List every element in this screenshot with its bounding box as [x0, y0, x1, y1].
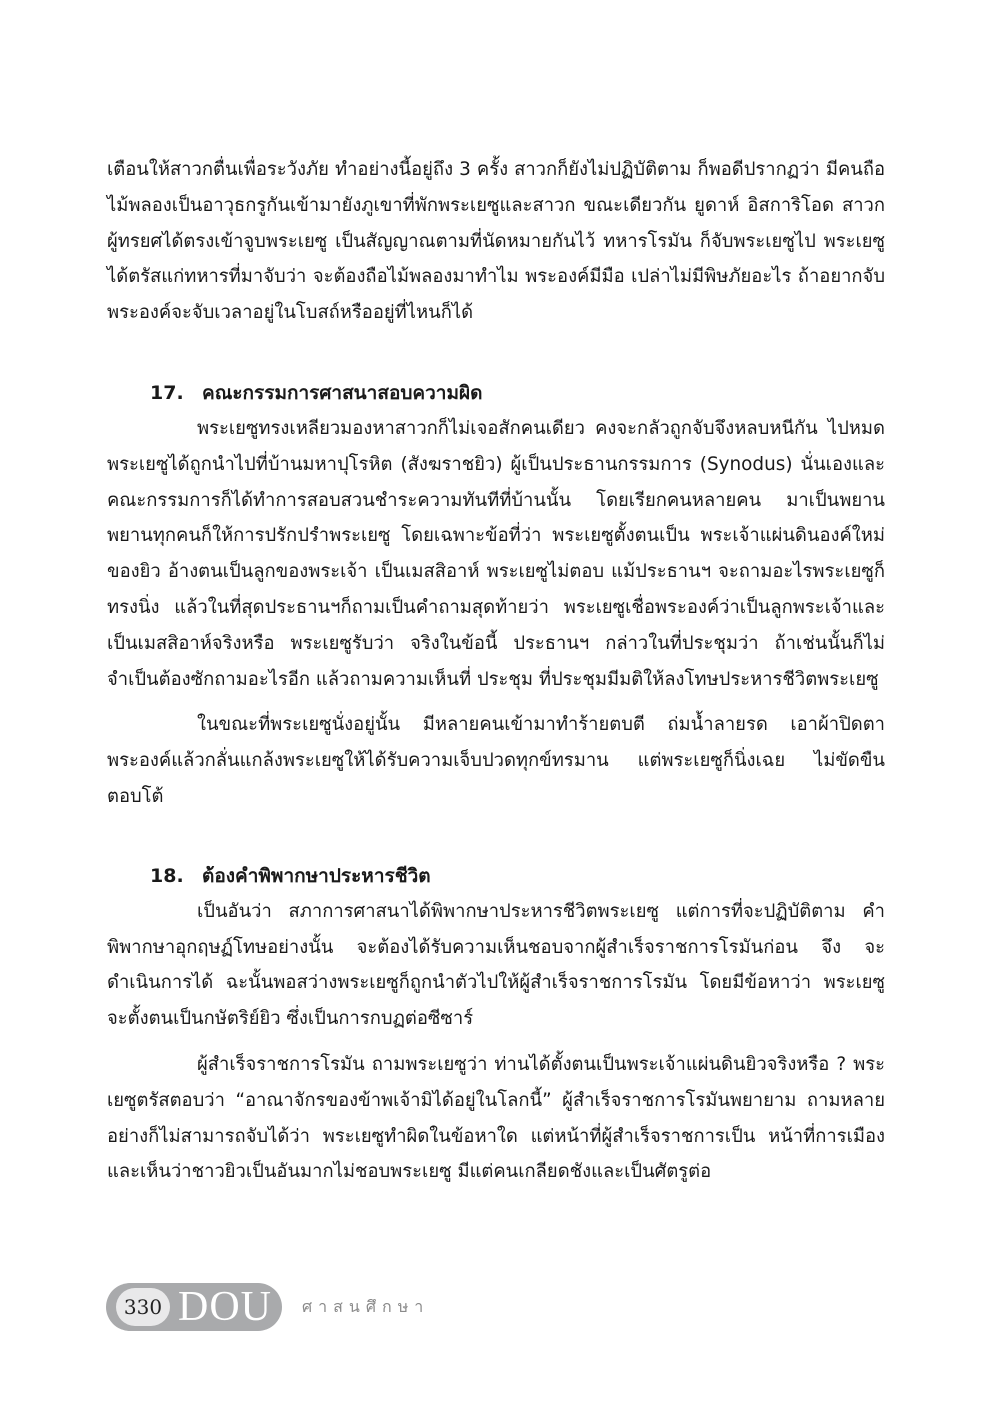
section-17-number: 17.	[150, 381, 184, 404]
page-number: 330	[116, 1288, 170, 1326]
section-18-title: ต้องคำพิพากษาประหารชีวิต	[202, 864, 431, 887]
page-content	[107, 152, 885, 1190]
section-17-heading	[107, 375, 885, 411]
page-footer	[106, 1283, 429, 1331]
section-18-paragraph-2: ผู้สำเร็จราชการโรมัน ถามพระเยซูว่า ท่านได้ตั้งตนเป็นพระเจ้าแผ่นดินยิวจริงหรือ ? พระเยซูตรัสตอบว่า “อาณาจักรของข้าพเจ้ามิได้อยู่ในโลกนี้” ผู้สำเร็จราชการโรมันพยายาม ถามหลายอย่างก็ไม่สามารถจับได้ว่า พระเยซูทำผิดในข้อหาใด แต่หน้าที่ผู้สำเร็จราชการเป็น หน้าที่การเมืองและเห็นว่าชาวยิวเป็นอันมากไม่ชอบพระเยซู มีแต่คนเกลียดชังและเป็นศัตรูต่อ	[107, 1053, 885, 1183]
dou-badge	[106, 1283, 282, 1331]
section-17-title: คณะกรรมการศาสนาสอบความผิด	[202, 381, 483, 404]
section-18-heading	[107, 858, 885, 894]
section-17-paragraph-1: พระเยซูทรงเหลียวมองหาสาวกก็ไม่เจอสักคนเดียว คงจะกลัวถูกจับจึงหลบหนีกัน ไปหมด พระเยซูได้ถูกนำไปที่บ้านมหาปุโรหิต (สังฆราชยิว) ผู้เป็นประธานกรรมการ (Synodus) นั่นเองและคณะกรรมการก็ได้ทำการสอบสวนชำระความทันทีที่บ้านนั้น โดยเรียกคนหลายคน มาเป็นพยานพยานทุกคนก็ให้การปรักปรำพระเยซู โดยเฉพาะข้อที่ว่า พระเยซูตั้งตนเป็น พระเจ้าแผ่นดินองค์ใหม่ของยิว อ้างตนเป็นลูกของพระเจ้า เป็นเมสสิอาห์ พระเยซูไม่ตอบ แม้ประธานฯ จะถามอะไรพระเยซูก็ทรงนิ่ง แล้วในที่สุดประธานฯก็ถามเป็นคำถามสุดท้ายว่า พระเยซูเชื่อพระองค์ว่าเป็นลูกพระเจ้าและเป็นเมสสิอาห์จริงหรือ พระเยซูรับว่า จริงในข้อนี้ ประธานฯ กล่าวในที่ประชุมว่า ถ้าเช่นนั้นก็ไม่จำเป็นต้องซักถามอะไรอีก แล้วถามความเห็นที่ ประชุม ที่ประชุมมีมติให้ลงโทษประหารชีวิตพระเยซู	[107, 417, 885, 690]
section-17-paragraph-2: ในขณะที่พระเยซูนั่งอยู่นั้น มีหลายคนเข้ามาทำร้ายตบตี ถ่มน้ำลายรด เอาผ้าปิดตา พระองค์แล้วกลั่นแกล้งพระเยซูให้ได้รับความเจ็บปวดทุกข์ทรมาน แต่พระเยซูก็นิ่งเฉย ไม่ขัดขืน ตอบโต้	[107, 714, 885, 807]
section-18-number: 18.	[150, 864, 184, 887]
dou-logo: DOU	[178, 1284, 272, 1330]
section-18-paragraph-1: เป็นอันว่า สภาการศาสนาได้พิพากษาประหารชีวิตพระเยซู แต่การที่จะปฏิบัติตาม คำพิพากษาอุกฤษฏ์โทษอย่างนั้น จะต้องได้รับความเห็นชอบจากผู้สำเร็จราชการโรมันก่อน จึง จะดำเนินการได้ ฉะนั้นพอสว่างพระเยซูก็ถูกนำตัวไปให้ผู้สำเร็จราชการโรมัน โดยมีข้อหาว่า พระเยซูจะตั้งตนเป็นกษัตริย์ยิว ซึ่งเป็นการกบฏต่อซีซาร์	[107, 900, 885, 1030]
intro-paragraph: เตือนให้สาวกตื่นเพื่อระวังภัย ทำอย่างนี้อยู่ถึง 3 ครั้ง สาวกก็ยังไม่ปฏิบัติตาม ก็พอดีปรากฏว่า มีคนถือไม้พลองเป็นอาวุธกรูกันเข้ามายังภูเขาที่พักพระเยซูและสาวก ขณะเดียวกัน ยูดาห์ อิสการิโอด สาวกผู้ทรยศได้ตรงเข้าจูบพระเยซู เป็นสัญญาณตามที่นัดหมายกันไว้ ทหารโรมัน ก็จับพระเยซูไป พระเยซูได้ตรัสแก่ทหารที่มาจับว่า จะต้องถือไม้พลองมาทำไม พระองค์มีมือ เปล่าไม่มีพิษภัยอะไร ถ้าอยากจับพระองค์จะจับเวลาอยู่ในโบสถ์หรืออยู่ที่ไหนก็ได้	[107, 159, 885, 324]
subject-title: ศาสนศึกษา	[302, 1296, 430, 1316]
